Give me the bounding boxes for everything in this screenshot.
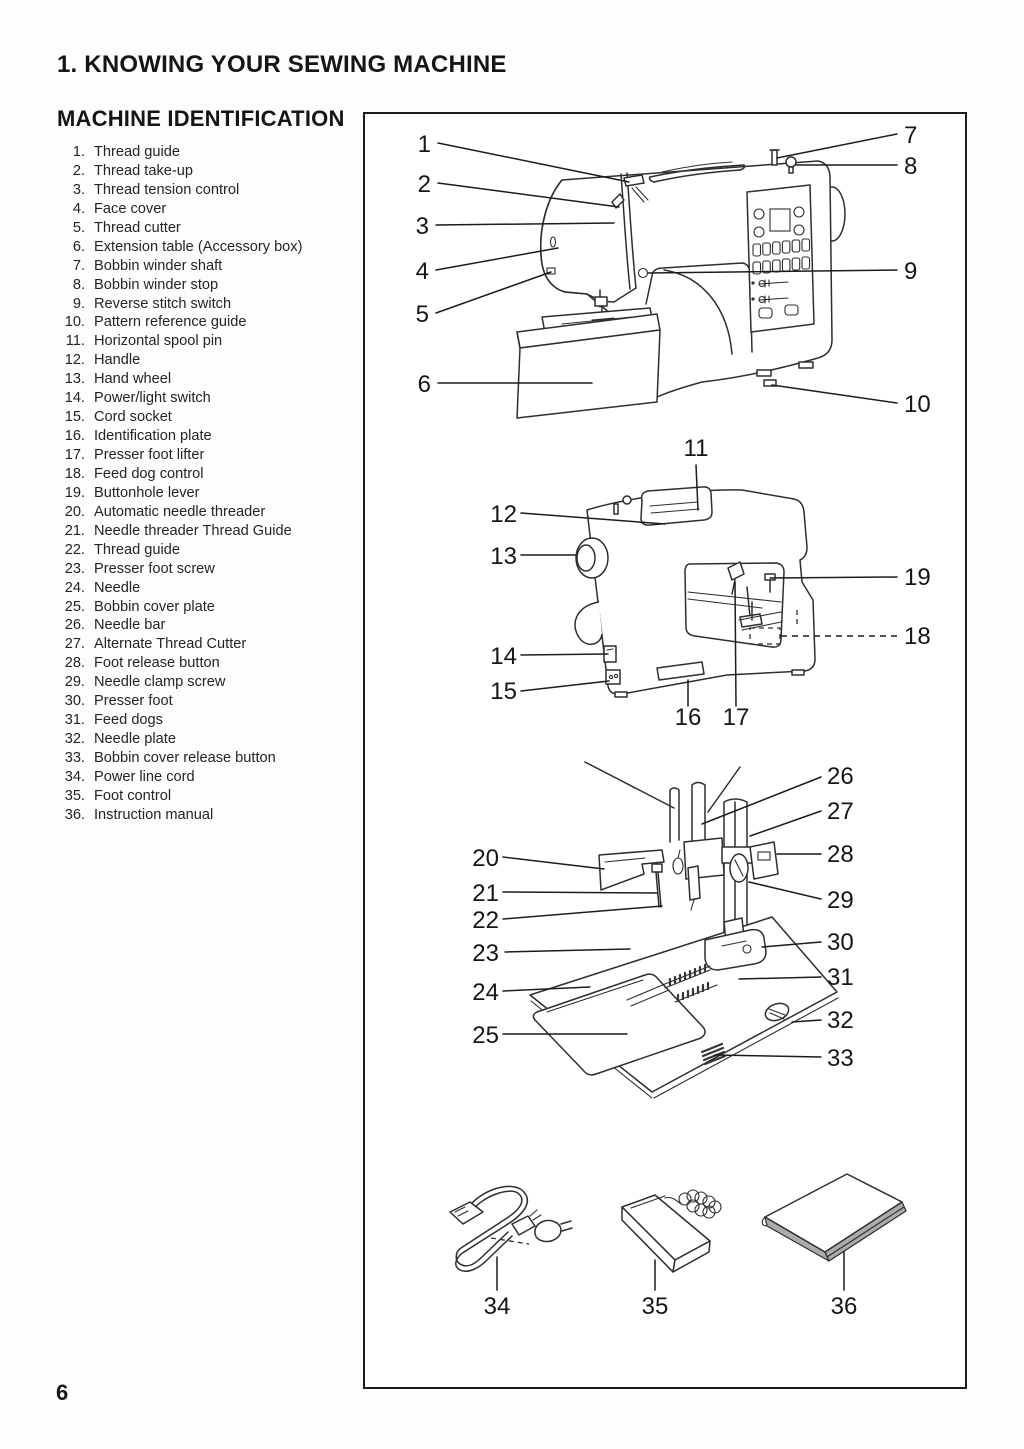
callout-label: 16 bbox=[674, 704, 702, 731]
callout-label: 11 bbox=[683, 435, 709, 462]
part-row bbox=[57, 351, 362, 370]
part-label: Horizontal spool pin bbox=[94, 333, 223, 350]
part-row bbox=[57, 598, 362, 617]
part-row bbox=[57, 654, 362, 673]
part-label: Thread cutter bbox=[94, 219, 181, 236]
part-label: Presser foot bbox=[94, 693, 173, 710]
needle-area-closeup-illustration bbox=[530, 762, 838, 1098]
part-label: Needle bar bbox=[94, 617, 166, 634]
part-row bbox=[57, 313, 362, 332]
part-row bbox=[57, 749, 362, 768]
part-label: Hand wheel bbox=[94, 371, 172, 388]
part-label: Bobbin winder stop bbox=[94, 276, 219, 293]
part-label: Power line cord bbox=[94, 768, 195, 785]
part-row bbox=[57, 541, 362, 560]
callout-label: 19 bbox=[904, 564, 931, 591]
part-row bbox=[57, 276, 362, 295]
part-row bbox=[57, 465, 362, 484]
callout-label: 12 bbox=[490, 501, 517, 528]
part-number: 18. bbox=[64, 465, 85, 482]
part-row bbox=[57, 673, 362, 692]
page-title: 1. KNOWING YOUR SEWING MACHINE bbox=[57, 51, 507, 78]
part-label: Presser foot lifter bbox=[94, 447, 205, 463]
part-number: 27. bbox=[64, 636, 85, 653]
part-label: Extension table (Accessory box) bbox=[94, 238, 303, 255]
part-number: 6. bbox=[72, 238, 85, 255]
part-label: Bobbin winder shaft bbox=[94, 257, 223, 274]
part-number: 7. bbox=[72, 257, 85, 274]
part-number: 29. bbox=[64, 674, 85, 691]
callout-label: 3 bbox=[415, 213, 429, 240]
diagram-figure-box bbox=[363, 112, 967, 1389]
part-row bbox=[57, 560, 362, 579]
callout-label: 6 bbox=[417, 371, 431, 398]
callout-label: 36 bbox=[830, 1293, 858, 1320]
section-heading: MACHINE IDENTIFICATION bbox=[57, 106, 345, 131]
foot-control-drawing bbox=[622, 1190, 721, 1272]
machine-identification-diagram bbox=[365, 114, 965, 1387]
callout-label: 7 bbox=[904, 122, 918, 149]
part-number: 16. bbox=[64, 428, 85, 445]
part-row bbox=[57, 730, 362, 749]
part-label: Cord socket bbox=[94, 409, 172, 426]
callout-label: 30 bbox=[827, 929, 854, 956]
part-number: 22. bbox=[64, 541, 85, 558]
part-label: Buttonhole lever bbox=[94, 484, 200, 501]
part-number: 17. bbox=[64, 447, 85, 463]
part-number: 12. bbox=[64, 352, 85, 369]
callout-label: 35 bbox=[641, 1293, 669, 1320]
part-label: Instruction manual bbox=[94, 806, 214, 823]
part-row bbox=[57, 579, 362, 598]
part-number: 35. bbox=[64, 787, 85, 804]
part-label: Automatic needle threader bbox=[94, 503, 266, 520]
part-row bbox=[57, 408, 362, 427]
callout-label: 26 bbox=[827, 763, 854, 790]
callout-label: 29 bbox=[827, 887, 854, 914]
part-label: Thread guide bbox=[94, 541, 181, 558]
part-label: Identification plate bbox=[94, 428, 212, 445]
part-number: 13. bbox=[64, 371, 85, 388]
part-label: Power/light switch bbox=[94, 390, 211, 407]
part-label: Thread guide bbox=[94, 144, 181, 160]
part-row bbox=[57, 446, 362, 465]
front-view-illustration bbox=[517, 150, 845, 418]
part-label: Reverse stitch switch bbox=[94, 295, 232, 312]
page-number: 6 bbox=[56, 1380, 69, 1405]
part-number: 24. bbox=[64, 579, 85, 596]
part-label: Thread tension control bbox=[94, 181, 240, 198]
part-number: 34. bbox=[64, 768, 85, 785]
callout-label: 33 bbox=[827, 1045, 854, 1072]
power-cord-drawing bbox=[450, 1186, 572, 1271]
callout-label: 24 bbox=[472, 979, 499, 1006]
callout-label: 14 bbox=[490, 643, 517, 670]
part-label: Foot release button bbox=[94, 655, 220, 672]
callout-label: 23 bbox=[472, 940, 499, 967]
part-row bbox=[57, 522, 362, 541]
part-number: 1. bbox=[72, 144, 85, 160]
part-number: 33. bbox=[64, 750, 85, 766]
callout-label: 18 bbox=[904, 623, 931, 650]
part-number: 20. bbox=[64, 503, 85, 520]
part-label: Foot control bbox=[94, 787, 172, 804]
part-row bbox=[57, 427, 362, 446]
part-number: 30. bbox=[64, 693, 85, 710]
callout-label: 2 bbox=[417, 171, 431, 198]
callout-label: 27 bbox=[827, 798, 854, 825]
part-number: 10. bbox=[64, 314, 85, 331]
part-row bbox=[57, 503, 362, 522]
instruction-manual-drawing bbox=[762, 1174, 906, 1261]
callout-label: 5 bbox=[415, 301, 429, 328]
callout-label: 1 bbox=[417, 131, 431, 158]
callout-label: 31 bbox=[827, 964, 854, 991]
part-number: 21. bbox=[64, 522, 85, 539]
callout-label: 34 bbox=[483, 1293, 511, 1320]
part-number: 2. bbox=[72, 162, 85, 179]
part-number: 3. bbox=[72, 181, 85, 198]
rear-view-illustration bbox=[575, 487, 815, 697]
part-number: 23. bbox=[64, 560, 85, 577]
part-row bbox=[57, 181, 362, 200]
part-row bbox=[57, 389, 362, 408]
part-label: Face cover bbox=[94, 200, 167, 217]
callout-label: 22 bbox=[472, 907, 499, 934]
parts-list bbox=[57, 143, 362, 825]
part-number: 4. bbox=[72, 200, 85, 217]
accessories-illustration bbox=[450, 1174, 906, 1272]
part-label: Bobbin cover release button bbox=[94, 750, 276, 766]
part-label: Bobbin cover plate bbox=[94, 598, 215, 615]
callout-label: 25 bbox=[472, 1022, 499, 1049]
callout-label: 17 bbox=[722, 704, 750, 731]
part-label: Thread take-up bbox=[94, 162, 193, 179]
part-number: 25. bbox=[64, 598, 85, 615]
part-number: 19. bbox=[64, 484, 85, 501]
part-row bbox=[57, 295, 362, 314]
part-row bbox=[57, 787, 362, 806]
part-row bbox=[57, 200, 362, 219]
part-number: 5. bbox=[72, 219, 85, 236]
callout-label: 20 bbox=[472, 845, 499, 872]
part-row bbox=[57, 219, 362, 238]
callout-label: 10 bbox=[904, 391, 931, 418]
part-number: 9. bbox=[72, 295, 85, 312]
part-number: 32. bbox=[64, 731, 85, 748]
callout-label: 15 bbox=[490, 678, 517, 705]
part-label: Needle bbox=[94, 579, 141, 596]
callout-label: 4 bbox=[415, 258, 429, 285]
part-label: Feed dogs bbox=[94, 712, 163, 729]
part-row bbox=[57, 484, 362, 503]
part-number: 11. bbox=[65, 333, 85, 350]
part-row bbox=[57, 257, 362, 276]
part-number: 31. bbox=[64, 712, 85, 729]
part-label: Pattern reference guide bbox=[94, 314, 247, 331]
callout-label: 8 bbox=[904, 153, 918, 180]
callout-label: 13 bbox=[490, 543, 517, 570]
part-row bbox=[57, 162, 362, 181]
part-number: 8. bbox=[72, 276, 85, 293]
part-label: Needle threader Thread Guide bbox=[94, 522, 292, 539]
part-number: 15. bbox=[64, 409, 85, 426]
part-row bbox=[57, 635, 362, 654]
part-label: Handle bbox=[94, 352, 141, 369]
part-row bbox=[57, 806, 362, 825]
part-row bbox=[57, 692, 362, 711]
part-row bbox=[57, 711, 362, 730]
part-row bbox=[57, 238, 362, 257]
part-row bbox=[57, 768, 362, 787]
part-label: Alternate Thread Cutter bbox=[94, 636, 247, 653]
callout-label: 9 bbox=[904, 258, 918, 285]
part-number: 26. bbox=[64, 617, 85, 634]
callout-label: 32 bbox=[827, 1007, 854, 1034]
part-row bbox=[57, 616, 362, 635]
part-row bbox=[57, 370, 362, 389]
part-number: 28. bbox=[64, 655, 85, 672]
part-label: Needle plate bbox=[94, 731, 176, 748]
part-label: Presser foot screw bbox=[94, 560, 215, 577]
callout-label: 28 bbox=[827, 841, 854, 868]
part-number: 36. bbox=[64, 806, 85, 823]
part-label: Needle clamp screw bbox=[94, 674, 226, 691]
part-label: Feed dog control bbox=[94, 465, 204, 482]
part-row bbox=[57, 143, 362, 162]
part-row bbox=[57, 332, 362, 351]
part-number: 14. bbox=[64, 390, 85, 407]
callout-label: 21 bbox=[472, 880, 499, 907]
